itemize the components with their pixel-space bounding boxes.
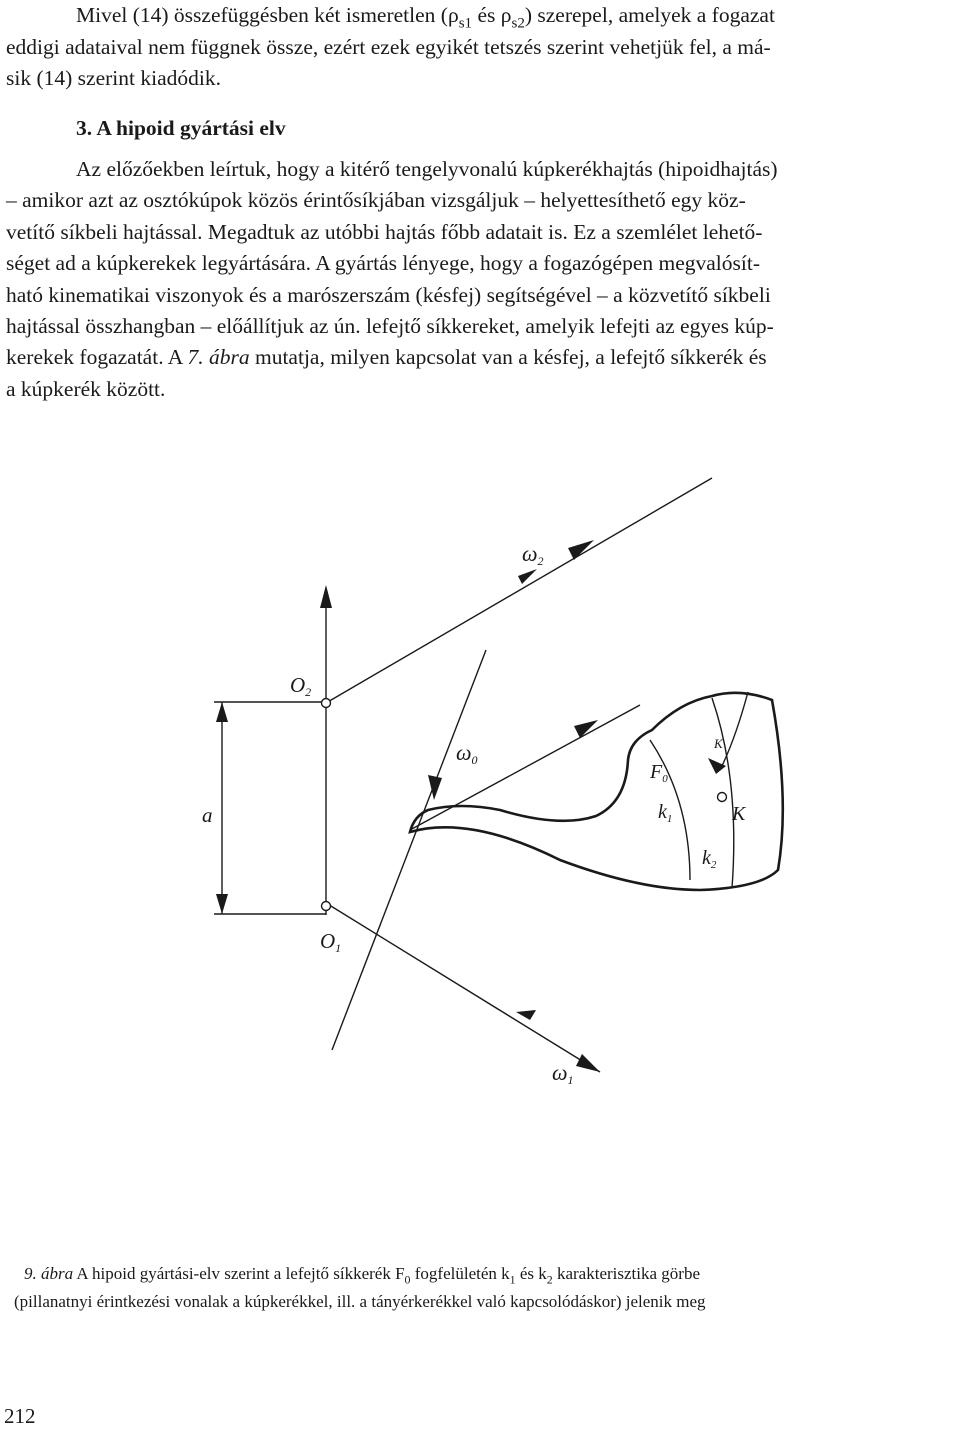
section-line-4: séget ad a kúpkerekek legyártására. A gyártás lényege, hogy a fogazógépen megvalósít- — [6, 251, 760, 275]
label-O1: O1 — [320, 929, 342, 955]
section-heading: 3. A hipoid gyártási elv — [76, 116, 286, 140]
paragraph-1-line-3: sik (14) szerint kiadódik. — [6, 66, 221, 90]
label-k1: $k_1$ — [658, 801, 673, 825]
label-omega1: ω1 — [552, 1060, 574, 1087]
hypoid-diagram — [0, 440, 960, 1120]
paragraph-1-line-2: eddigi adataival nem függnek össze, ezért ezek egyikét tetszés szerint vehetjük fel, a má- — [6, 35, 771, 59]
page-number: 212 — [4, 1404, 36, 1428]
section-line-3: vetítő síkbeli hajtással. Megadtuk az utóbbi hajtás főbb adatait is. Ez a szemlélet lehető- — [6, 220, 763, 244]
omega1-axis — [326, 903, 600, 1072]
point-O1 — [322, 902, 331, 911]
K-direction-arrow — [708, 758, 726, 774]
point-K — [718, 793, 727, 802]
paragraph-1-line-1: Mivel (14) összefüggésben két ismeretlen ($\rho_{s1}$ és $\rho_{s2}$) szerepel, amelyek a fogazat — [76, 3, 775, 32]
label-omega0: ω0 — [456, 740, 478, 767]
diagram-lines — [214, 478, 783, 1072]
section-line-5: ható kinematikai viszonyok és a marószerszám (késfej) segítségével – a közvetítő síkbeli — [6, 283, 771, 307]
figure-number: 9. ábra — [24, 1264, 74, 1283]
label-omega2: ω2 — [522, 541, 544, 568]
figure-reference: 7. ábra — [187, 345, 250, 369]
label-F0: $F_0$ — [650, 761, 668, 785]
section-line-8: a kúpkerék között. — [6, 377, 166, 401]
section-line-2: – amikor azt az osztókúpok közös érintősíkjában vizsgáljuk – helyettesíthető egy köz- — [6, 188, 746, 212]
omega1-arrow — [576, 1054, 600, 1072]
cutter-axis — [332, 650, 486, 1050]
figure-caption-line-1: 9. ábra A hipoid gyártási-elv szerint a lefejtő síkkerék $F_0$ fogfelületén $k_1$ és $k_2$ karakterisztika görbe — [24, 1264, 700, 1287]
figure-caption-line-2: (pillanatnyi érintkezési vonalak a kúpkerékkel, ill. a tányérkerékkel való kapcsolódáskor) jelenik meg — [14, 1292, 706, 1311]
section-line-6: hajtással összhangban – előállítjuk az ún. lefejtő síkkereket, amelyik lefejti az egyes kúp- — [6, 314, 774, 338]
point-O2 — [322, 699, 331, 708]
omega1-arrow-tail — [516, 1010, 536, 1020]
tooth-outline — [410, 693, 783, 890]
omega2-axis — [326, 478, 712, 703]
label-K-small: K — [714, 736, 723, 751]
a-arrow-top — [216, 702, 228, 722]
section-line-7: kerekek fogazatát. A 7. ábra mutatja, milyen kapcsolat van a késfej, a lefejtő síkkerék és — [6, 345, 767, 369]
label-a: a — [202, 803, 213, 827]
label-O2: O2 — [290, 673, 312, 699]
section-line-1: Az előzőekben leírtuk, hogy a kitérő tengelyvonalú kúpkerékhajtás (hipoidhajtás) — [76, 157, 778, 181]
vertical-arrow-head — [320, 585, 332, 608]
label-k2: $k_2$ — [702, 847, 717, 871]
a-arrow-bottom — [216, 894, 228, 914]
omega2-arrow-head — [568, 540, 594, 560]
label-K: K — [732, 803, 746, 825]
curve-k — [720, 692, 748, 770]
